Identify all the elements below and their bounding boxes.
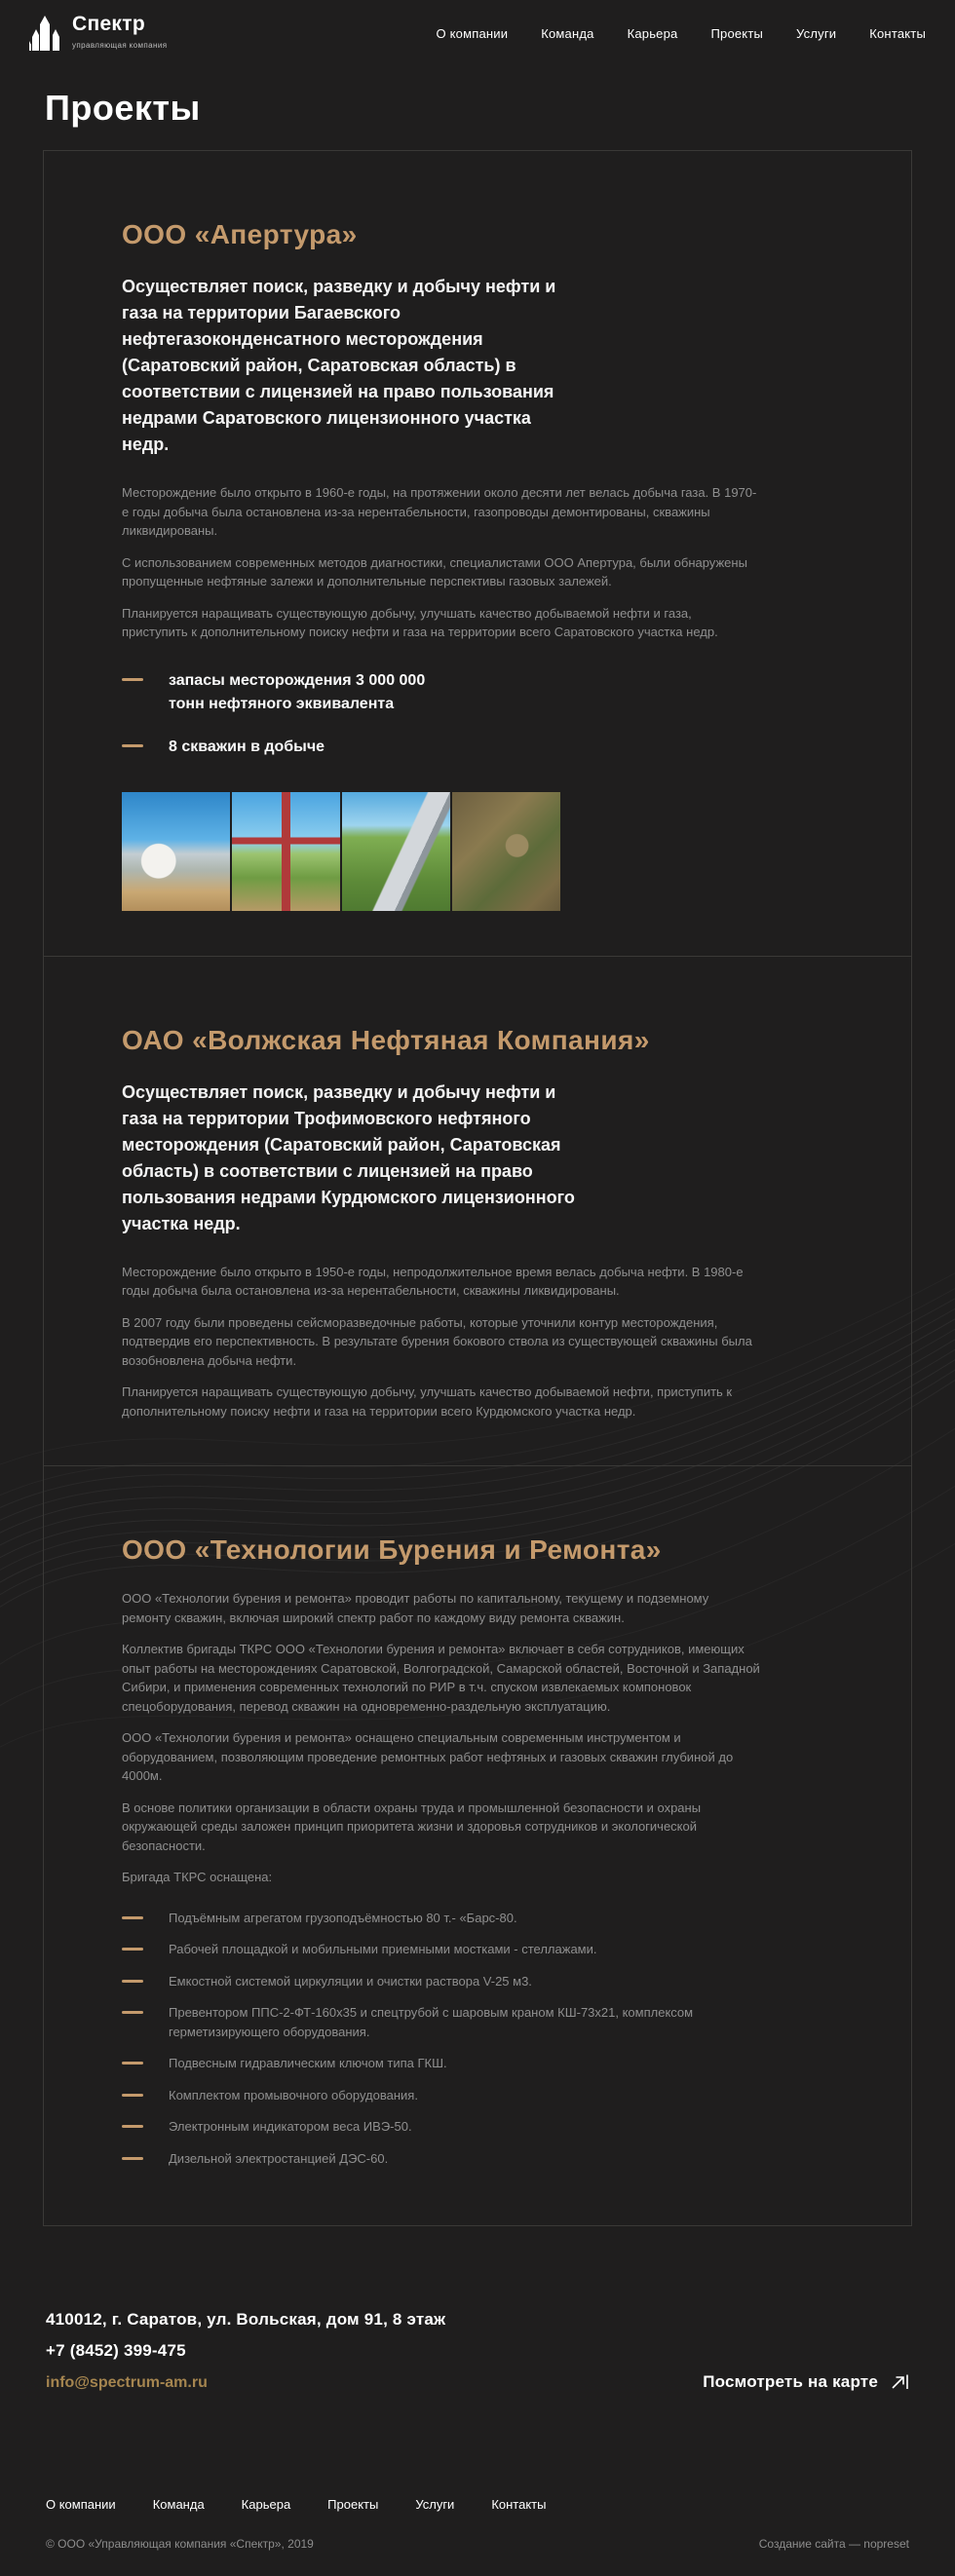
dash-bullet-icon bbox=[122, 2125, 143, 2128]
nav-item-about[interactable]: О компании bbox=[436, 25, 509, 41]
project-paragraph: Коллектив бригады ТКРС ООО «Технологии бурения и ремонта» включает в себя сотрудников, имеющих опыт работы на месторождениях Саратовской, Волгоградской, Самарской областей, Восточной и Западной Сибири, и применения современных технологий по РИР в т.ч. спуском извлекаемых компоновок спецоборудования, перевод скважин на одновременно-раздельную эксплуатацию. bbox=[122, 1642, 760, 1714]
list-item: Комплектом промывочного оборудования. bbox=[122, 2086, 755, 2105]
nav-item-team[interactable]: Команда bbox=[541, 25, 594, 41]
footer-nav-projects[interactable]: Проекты bbox=[327, 2497, 379, 2512]
dash-bullet-icon bbox=[122, 2094, 143, 2097]
spectrum-logo-icon bbox=[29, 16, 62, 51]
copyright-text: © ООО «Управляющая компания «Спектр», 2019 bbox=[46, 2537, 314, 2551]
dash-bullet-icon bbox=[122, 2062, 143, 2065]
nav-item-contacts[interactable]: Контакты bbox=[869, 25, 926, 41]
footer-nav-team[interactable]: Команда bbox=[152, 2497, 205, 2512]
dash-bullet-icon bbox=[122, 2011, 143, 2014]
map-link[interactable]: Посмотреть на карте bbox=[703, 2372, 909, 2392]
project-paragraph: Месторождение было открыто в 1960-е годы, на протяжении около десяти лет велась добыча газа. В 1970-е годы добыча была остановлена из-за нерентабельности, газопроводы демонтированы, скважины ликвидированы. bbox=[122, 485, 757, 538]
project-highlights bbox=[122, 669, 853, 759]
aerial-drill-site-photo[interactable] bbox=[452, 792, 560, 911]
project-paragraph: С использованием современных методов диагностики, специалистами ООО Апертура, были обнаружены пропущенные нефтяные залежи и дополнительные перспективы газовых залежей. bbox=[122, 554, 747, 588]
wellhead-photo[interactable] bbox=[232, 792, 340, 911]
project-paragraph: В 2007 году были проведены сейсморазведочные работы, которые уточнили контур месторождения, подтвердив его перспективность. В результате бурения бокового ствола из существующей скважины была возобновлена добыча нефти. bbox=[122, 1314, 752, 1368]
dash-bullet-icon bbox=[122, 2157, 143, 2160]
project-gallery bbox=[122, 792, 853, 911]
project-lead: Осуществляет поиск, разведку и добычу нефти и газа на территории Багаевского нефтегазоконденсатного месторождения (Саратовский район, Саратовская область) в соответствии с лицензией на право пользования недрами Саратовского лицензионного участка недр. bbox=[122, 277, 556, 454]
project-paragraph: В основе политики организации в области охраны труда и промышленной безопасности и охраны окружающей среды заложен принцип приоритета жизни и здоровья сотрудников и экологической безопасности. bbox=[122, 1799, 702, 1853]
project-paragraph: Месторождение было открыто в 1950-е годы, непродолжительное время велась добыча нефти. В 1980-е годы добыча была остановлена из-за нерентабельности, скважины ликвидированы. bbox=[122, 1264, 744, 1298]
logo-link[interactable] bbox=[29, 14, 167, 53]
address-text: 410012, г. Саратов, ул. Вольская, дом 91, 8 этаж bbox=[46, 2310, 446, 2329]
site-footer bbox=[46, 2481, 909, 2576]
list-item: Подвесным гидравлическим ключом типа ГКШ. bbox=[122, 2054, 755, 2073]
dash-bullet-icon bbox=[122, 1980, 143, 1983]
project-lead: Осуществляет поиск, разведку и добычу нефти и газа на территории Трофимовского нефтяного месторождения (Саратовский район, Саратовская область) в соответствии с лицензией на право пользования недрами Курдюмского лицензионного участка недр. bbox=[122, 1081, 575, 1233]
project-title: ОАО «Волжская Нефтяная Компания» bbox=[122, 1024, 650, 1055]
highlight-item: 8 скважин в добыче bbox=[122, 736, 853, 759]
footer-nav-career[interactable]: Карьера bbox=[241, 2497, 291, 2512]
projects-list bbox=[43, 150, 912, 2226]
list-item: Превентором ППС-2-ФТ-160х35 и спецтрубой с шаровым краном КШ-73х21, комплексом герметизирующего оборудования. bbox=[122, 2003, 755, 2041]
footer-nav-contacts[interactable]: Контакты bbox=[491, 2497, 547, 2512]
dash-bullet-icon bbox=[122, 1948, 143, 1951]
dash-bullet-icon bbox=[122, 1916, 143, 1919]
dash-bullet-icon bbox=[122, 744, 143, 747]
nav-item-career[interactable]: Карьера bbox=[627, 25, 678, 41]
top-nav bbox=[436, 26, 926, 41]
brand-tagline: управляющая компания bbox=[72, 41, 168, 50]
footer-nav-about[interactable]: О компании bbox=[46, 2497, 116, 2512]
project-card-volzhskaya bbox=[44, 956, 911, 1466]
site-credit: Создание сайта — nopreset bbox=[758, 2537, 909, 2551]
pipeline-photo[interactable] bbox=[342, 792, 450, 911]
facility-tanks-photo[interactable] bbox=[122, 792, 230, 911]
page-title: Проекты bbox=[45, 88, 201, 128]
footer-nav bbox=[46, 2497, 909, 2512]
equipment-list bbox=[122, 1909, 853, 2169]
project-paragraph: ООО «Технологии бурения и ремонта» проводит работы по капитальному, текущему и подземному ремонту скважин, включая широкий спектр работ по каждому виду ремонта скважин. bbox=[122, 1591, 709, 1625]
project-paragraph: Планируется наращивать существующую добычу, улучшать качество добываемой нефти, приступить к дополнительному поиску нефти и газа на территории всего Курдюмского участка недр. bbox=[122, 1384, 733, 1419]
brand-name: Спектр bbox=[72, 13, 145, 35]
list-item: Подъёмным агрегатом грузоподъёмностью 80 т.- «Барс-80. bbox=[122, 1909, 755, 1928]
project-title: ООО «Технологии Бурения и Ремонта» bbox=[122, 1534, 662, 1565]
list-item: Электронным индикатором веса ИВЭ-50. bbox=[122, 2117, 755, 2137]
project-paragraph: ООО «Технологии бурения и ремонта» оснащено специальным современным инструментом и оборудованием, позволяющим проведение ремонтных работ нефтяных и газовых скважин глубиной до 4000м. bbox=[122, 1730, 734, 1783]
project-title: ООО «Апертура» bbox=[122, 219, 358, 249]
list-item: Рабочей площадкой и мобильными приемными мостками - стеллажами. bbox=[122, 1940, 755, 1959]
nav-item-services[interactable]: Услуги bbox=[796, 25, 837, 41]
dash-bullet-icon bbox=[122, 678, 143, 681]
footer-nav-services[interactable]: Услуги bbox=[415, 2497, 455, 2512]
highlight-item: запасы месторождения 3 000 000 тонн нефтяного эквивалента bbox=[122, 669, 853, 716]
arrow-up-right-icon bbox=[890, 2372, 909, 2392]
phone-link[interactable]: +7 (8452) 399-475 bbox=[46, 2341, 186, 2360]
list-item: Дизельной электростанцией ДЭС-60. bbox=[122, 2149, 755, 2169]
site-header bbox=[29, 0, 926, 62]
project-card-tbr bbox=[44, 1465, 911, 2225]
nav-item-projects[interactable]: Проекты bbox=[710, 25, 764, 41]
project-card-apertura bbox=[44, 151, 911, 956]
project-paragraph: Планируется наращивать существующую добычу, улучшать качество добываемой нефти и газа, приступить к дополнительному поиску нефти и газа на территории всего Саратовского участка недр. bbox=[122, 605, 718, 639]
project-paragraph: Бригада ТКРС оснащена: bbox=[122, 1870, 273, 1884]
email-link[interactable]: info@spectrum-am.ru bbox=[46, 2374, 208, 2391]
list-item: Емкостной системой циркуляции и очистки раствора V-25 м3. bbox=[122, 1972, 755, 1991]
contact-block bbox=[46, 2310, 909, 2392]
